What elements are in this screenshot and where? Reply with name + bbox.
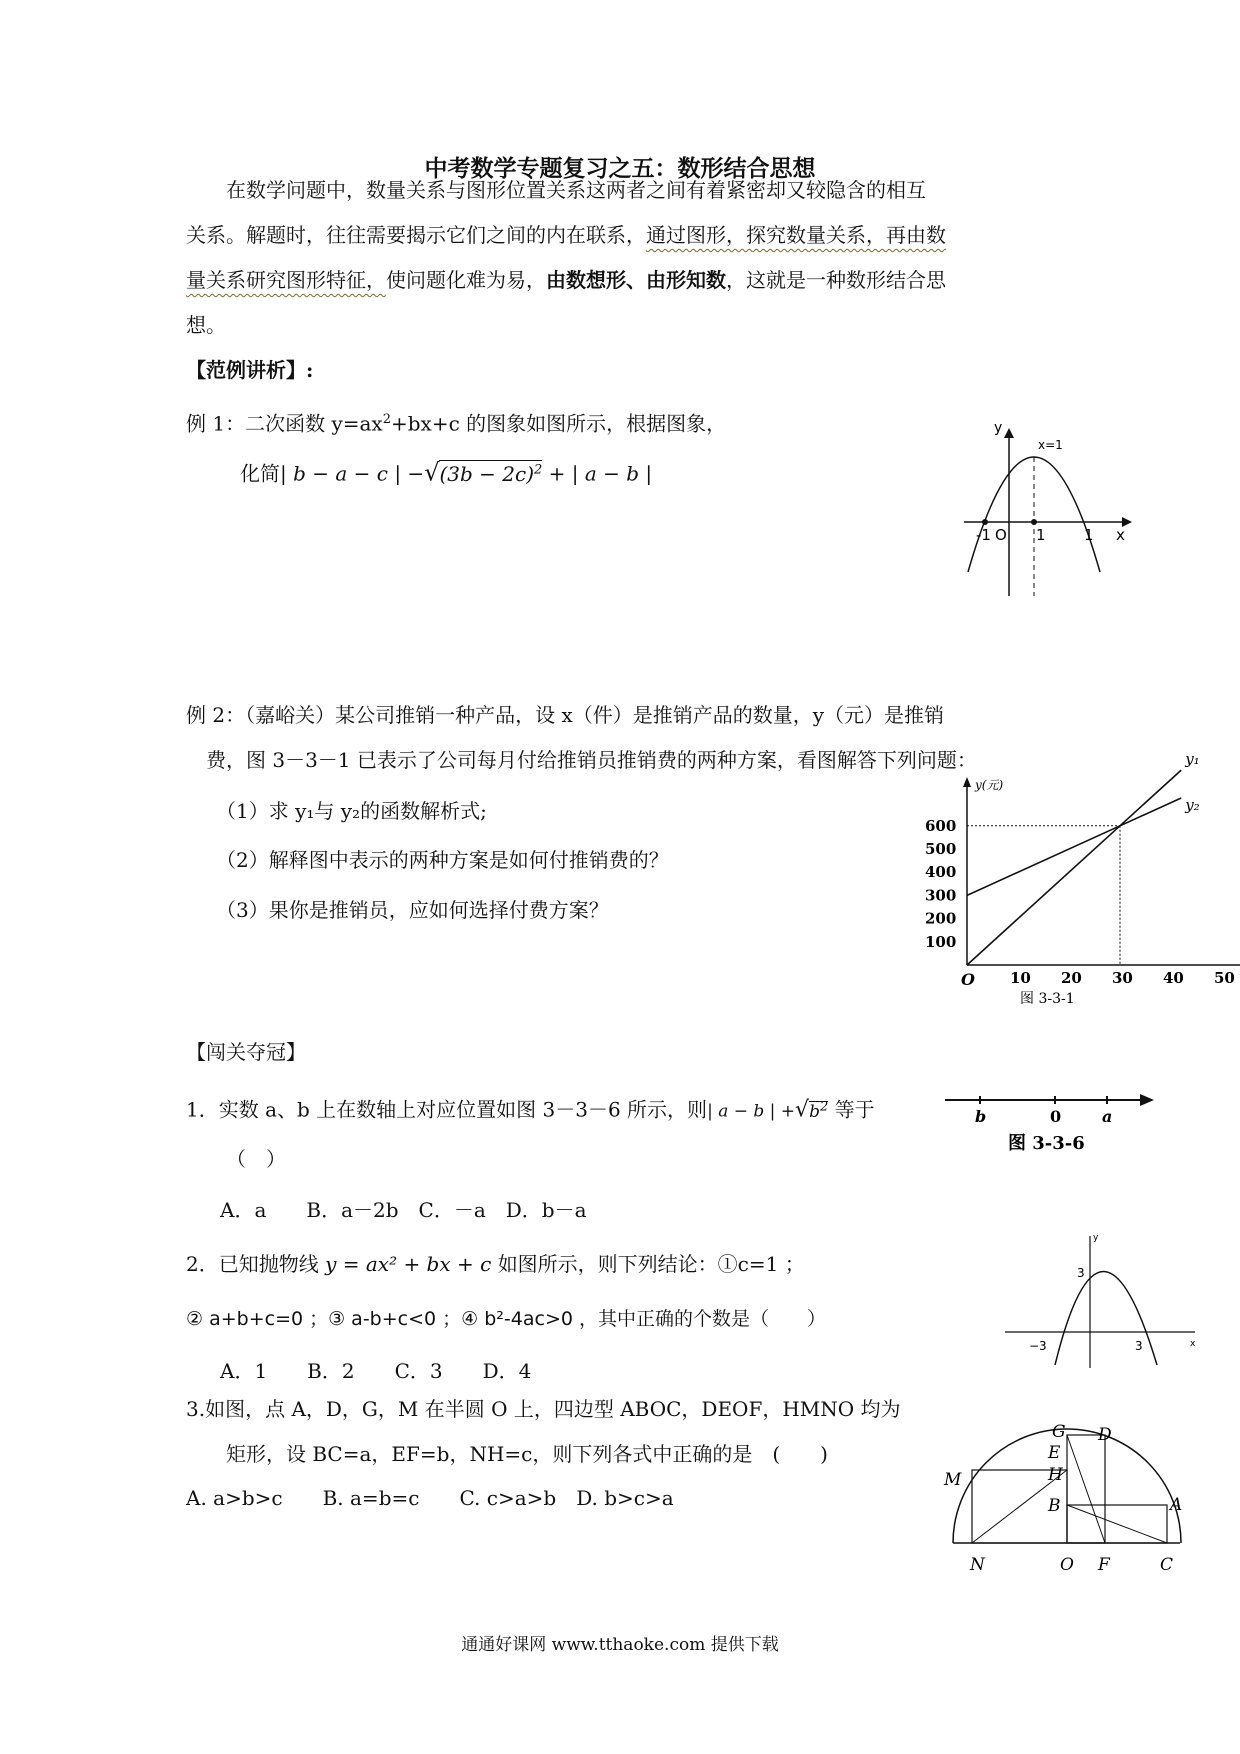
y-axis-arrow-icon: [963, 777, 971, 787]
footer-credit: 通通好课网 www.tthaoke.com 提供下载: [461, 1635, 779, 1655]
label-E: E: [1048, 1443, 1061, 1463]
y-axis-label: y(元): [975, 778, 1004, 792]
label-D: D: [1098, 1425, 1112, 1445]
label-C: C: [1160, 1555, 1174, 1575]
problem-3-line-1: 3.如图，点 A，D，G，M 在半圆 O 上，四边型 ABOC，DEOF，HMNO 均为: [186, 1397, 901, 1421]
example-1-formula: 化简| b − a − c | $-√(3b - 2c)^2$ + | a − b |: [240, 458, 653, 487]
label-G: G: [1052, 1422, 1066, 1442]
y-tick-label: 500: [925, 840, 957, 858]
problem-1-paren: （ ）: [226, 1147, 286, 1171]
chart-caption: 图 3-3-1: [1020, 991, 1075, 1007]
intro-emphasis-1: 通过图形，探究数量关系，再由数: [646, 223, 946, 247]
x-tick-label: 40: [1163, 969, 1184, 987]
intro-emphasis-2: 量关系研究图形特征，: [186, 268, 386, 292]
one-label-a: 1: [1036, 526, 1046, 544]
three-x-label: 3: [1135, 1339, 1143, 1353]
number-line-arrow-icon: [1140, 1094, 1154, 1106]
fig-3-3-1-chart: [925, 750, 1235, 1007]
y-tick-label: 100: [925, 932, 957, 951]
x-tick-label: 10: [1010, 969, 1031, 987]
label-A: A: [1170, 1495, 1183, 1515]
problem-1-choices: A．a B．a－2b C．－a D．b－a: [220, 1198, 587, 1222]
x-label: x: [1116, 526, 1125, 544]
intro-line-3: 量关系研究图形特征，使问题化难为易，由数想形、由形知数，这就是一种数形结合思: [186, 268, 946, 292]
example-2-line-2: 费，图 3－3－1 已表示了公司每月付给推销员推销费的两种方案，看图解答下列问题：: [206, 748, 977, 772]
diag-BC: [1067, 1505, 1167, 1543]
label-M: M: [944, 1470, 962, 1490]
y-tick-label: 300: [925, 886, 957, 905]
y-label: y: [994, 420, 1003, 436]
intro-line-2: 关系。解题时，往往需要揭示它们之间的内在联系，通过图形，探究数量关系，再由数: [186, 223, 946, 247]
parabola-figure-2: [1005, 1230, 1205, 1370]
label-F: F: [1098, 1555, 1110, 1575]
problem-2-choices: A．1 B．2 C．3 D．4: [220, 1359, 532, 1383]
example-2-question-1: （1）求 y₁与 y₂的函数解析式;: [216, 799, 487, 823]
x-tick-label: 20: [1061, 969, 1082, 987]
intro-line-4: 想。: [186, 313, 226, 337]
label-zero: 0: [1050, 1107, 1062, 1126]
y-tick-label: 200: [925, 909, 957, 928]
problem-2-stem: 2．已知抛物线 y = ax² + bx + c 如图所示，则下列结论：①c=1 ；: [186, 1252, 805, 1276]
intro-bold: 由数想形、由形知数: [546, 268, 726, 292]
diag-EF: [1067, 1435, 1105, 1543]
label-b: b: [975, 1107, 987, 1126]
y-tick-label: 400: [925, 863, 957, 882]
root-point: [982, 519, 988, 525]
section-heading-examples: 【范例讲析】:: [186, 358, 314, 382]
parabola-figure-1: [950, 420, 1140, 600]
origin-label: O: [961, 970, 975, 989]
caption-3-3-6: 图 3-3-6: [1008, 1133, 1085, 1154]
neg-three-label: −3: [1029, 1339, 1047, 1353]
page-title: 中考数学专题复习之五：数形结合思想: [424, 156, 816, 182]
example-2-question-2: （2）解释图中表示的两种方案是如何付推销费的？: [216, 848, 669, 872]
problem-3-line-2: 矩形，设 BC=a，EF=b，NH=c，则下列各式中正确的是 ( ): [226, 1442, 828, 1466]
section-heading-challenge: 【闯关夺冠】: [186, 1040, 306, 1064]
series-name-1: y₁: [1185, 750, 1200, 769]
example-2-line-1: 例 2：（嘉峪关）某公司推销一种产品，设 x（件）是推销产品的数量，y（元）是推销: [186, 703, 945, 727]
series-line-2: [967, 798, 1181, 895]
three-y-label: 3: [1077, 1266, 1085, 1280]
label-N: N: [970, 1555, 985, 1575]
x-label: x: [1190, 1339, 1196, 1349]
example-2-question-3: （3）果你是推销员，应如何选择付费方案？: [216, 898, 609, 922]
series-line-1: [967, 770, 1181, 965]
axis-label: x=1: [1038, 438, 1063, 452]
x-tick-label: 30: [1112, 969, 1133, 987]
example-1-stem: 例 1：二次函数 $y=ax^2+bx+c$ 的图象如图所示，根据图象，: [186, 411, 727, 436]
y-label: y: [1093, 1233, 1099, 1243]
one-label-b: 1: [1084, 526, 1094, 544]
series-name-2: y₂: [1185, 795, 1200, 814]
label-O: O: [1060, 1555, 1074, 1575]
label-a: a: [1102, 1107, 1113, 1126]
label-H: H: [1048, 1465, 1063, 1485]
semicircle-figure: [940, 1390, 1183, 1580]
intro-line-1: 在数学问题中，数量关系与图形位置关系这两者之间有着紧密却又较隐含的相互: [226, 178, 926, 202]
label-B: B: [1048, 1496, 1061, 1516]
origin-label: O: [995, 526, 1007, 544]
problem-3-choices: A. a>b>c B. a=b=c C. c>a>b D. b>c>a: [186, 1486, 674, 1510]
y-tick-label: 600: [925, 816, 957, 835]
problem-1-stem: 1．实数 a、b 上在数轴上对应位置如图 3－3－6 所示，则| a − b | $+√b^2$ 等于: [186, 1097, 875, 1123]
y-axis-arrow-icon: [1004, 428, 1014, 438]
x-tick-label: 50: [1214, 969, 1235, 987]
number-line-figure: [940, 1088, 1160, 1158]
neg-one-label: -1: [976, 526, 991, 544]
vertex-foot-point: [1031, 519, 1037, 525]
problem-2-conditions: ② a+b+c=0 ；③ a-b+c<0 ；④ b²-4ac>0 ，其中正确的个数是（ ）: [186, 1308, 826, 1330]
